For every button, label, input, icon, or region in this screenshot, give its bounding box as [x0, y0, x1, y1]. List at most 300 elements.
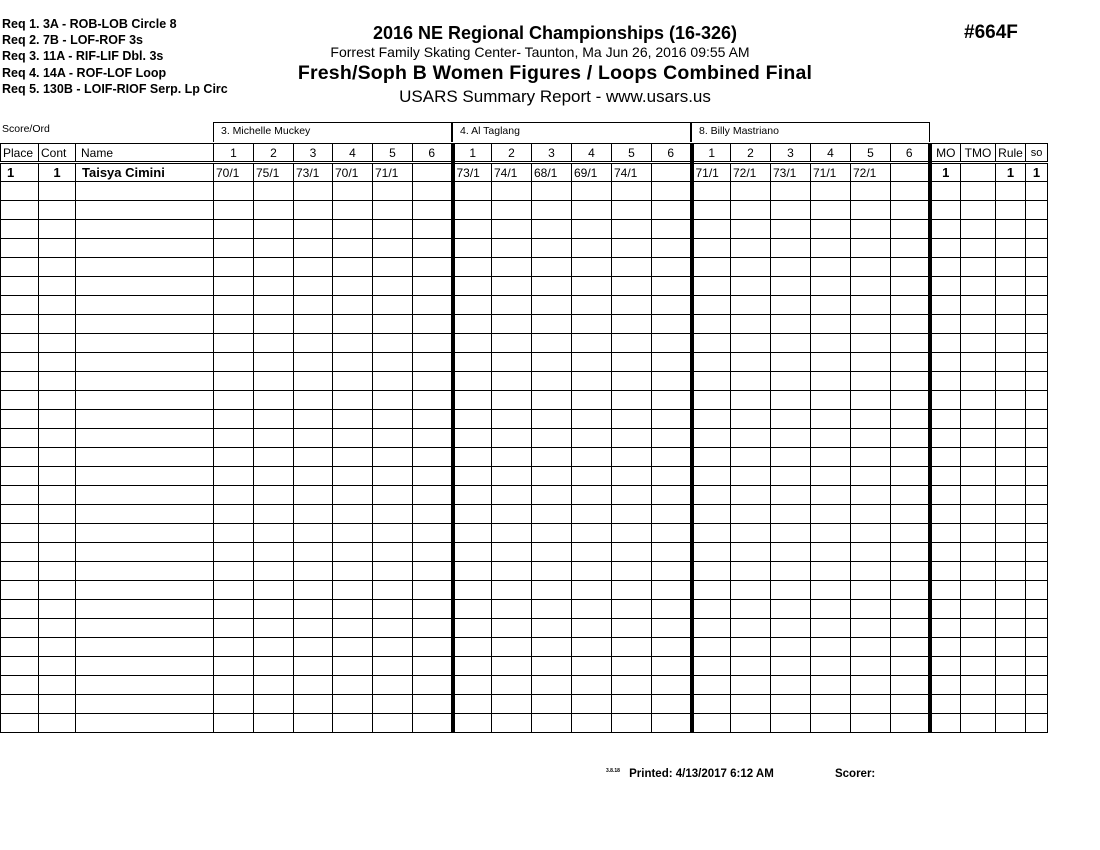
empty-cell [692, 315, 731, 334]
empty-cell [851, 315, 891, 334]
empty-cell [214, 315, 254, 334]
empty-cell [492, 695, 532, 714]
empty-cell [294, 334, 333, 353]
empty-table-row [1, 581, 1048, 600]
empty-cell [333, 258, 373, 277]
empty-cell [572, 619, 612, 638]
empty-cell [453, 619, 492, 638]
empty-cell [731, 258, 771, 277]
report-subtitle: USARS Summary Report - www.usars.us [399, 87, 711, 106]
empty-cell [891, 277, 930, 296]
empty-cell [612, 372, 652, 391]
empty-cell [492, 296, 532, 315]
empty-cell [996, 524, 1026, 543]
score-cell: 73/1 [771, 163, 811, 182]
empty-cell [731, 277, 771, 296]
empty-cell [453, 296, 492, 315]
empty-cell [692, 429, 731, 448]
empty-cell [891, 410, 930, 429]
empty-cell [294, 258, 333, 277]
empty-cell [731, 676, 771, 695]
empty-cell [692, 714, 731, 733]
empty-cell [851, 201, 891, 220]
empty-cell [811, 676, 851, 695]
empty-cell [652, 695, 692, 714]
empty-cell [771, 657, 811, 676]
empty-cell [811, 714, 851, 733]
empty-cell [891, 676, 930, 695]
empty-cell [851, 182, 891, 201]
empty-cell [214, 448, 254, 467]
empty-cell [453, 429, 492, 448]
empty-cell [532, 334, 572, 353]
empty-cell [333, 239, 373, 258]
empty-cell [930, 524, 961, 543]
empty-cell [214, 562, 254, 581]
empty-cell [771, 410, 811, 429]
empty-cell [811, 201, 851, 220]
empty-cell [492, 258, 532, 277]
empty-cell [214, 182, 254, 201]
empty-cell [851, 486, 891, 505]
empty-cell [39, 695, 76, 714]
empty-cell [413, 676, 453, 695]
empty-cell [996, 182, 1026, 201]
empty-cell [214, 676, 254, 695]
empty-cell [891, 524, 930, 543]
empty-cell [572, 258, 612, 277]
empty-cell [652, 353, 692, 372]
empty-cell [891, 714, 930, 733]
empty-cell [652, 505, 692, 524]
empty-cell [492, 619, 532, 638]
empty-cell [891, 562, 930, 581]
empty-cell [39, 543, 76, 562]
empty-cell [214, 296, 254, 315]
empty-cell [532, 543, 572, 562]
empty-cell [39, 334, 76, 353]
empty-cell [930, 258, 961, 277]
empty-cell [996, 410, 1026, 429]
empty-cell [572, 657, 612, 676]
empty-cell [811, 258, 851, 277]
empty-cell [76, 524, 214, 543]
empty-cell [891, 657, 930, 676]
empty-cell [1, 714, 39, 733]
empty-cell [39, 353, 76, 372]
empty-cell [453, 581, 492, 600]
empty-cell [214, 277, 254, 296]
empty-cell [76, 486, 214, 505]
empty-cell [39, 676, 76, 695]
empty-cell [771, 258, 811, 277]
empty-cell [996, 448, 1026, 467]
empty-cell [996, 296, 1026, 315]
empty-cell [652, 581, 692, 600]
empty-cell [1, 638, 39, 657]
empty-cell [214, 486, 254, 505]
empty-cell [731, 182, 771, 201]
empty-cell [961, 391, 996, 410]
empty-cell [996, 239, 1026, 258]
empty-cell [961, 676, 996, 695]
empty-cell [373, 410, 413, 429]
empty-cell [294, 182, 333, 201]
empty-cell [771, 581, 811, 600]
empty-cell [492, 182, 532, 201]
empty-cell [333, 372, 373, 391]
empty-cell [1026, 429, 1048, 448]
empty-cell [214, 258, 254, 277]
empty-cell [39, 410, 76, 429]
empty-cell [612, 277, 652, 296]
empty-cell [532, 429, 572, 448]
empty-cell [652, 182, 692, 201]
empty-cell [572, 334, 612, 353]
rule-cell: 1 [996, 163, 1026, 182]
empty-cell [333, 296, 373, 315]
empty-cell [254, 277, 294, 296]
empty-cell [692, 353, 731, 372]
empty-cell [532, 600, 572, 619]
empty-table-row [1, 486, 1048, 505]
empty-cell [492, 220, 532, 239]
col-j2-5: 5 [612, 144, 652, 163]
empty-cell [851, 543, 891, 562]
empty-cell [930, 220, 961, 239]
empty-cell [851, 695, 891, 714]
empty-cell [692, 638, 731, 657]
empty-cell [612, 315, 652, 334]
empty-cell [996, 258, 1026, 277]
empty-cell [692, 391, 731, 410]
empty-cell [532, 581, 572, 600]
empty-cell [1, 505, 39, 524]
empty-cell [254, 695, 294, 714]
empty-cell [453, 391, 492, 410]
event-title: Fresh/Soph B Women Figures / Loops Combined Final [297, 62, 813, 84]
empty-cell [333, 429, 373, 448]
empty-cell [930, 638, 961, 657]
empty-cell [961, 315, 996, 334]
empty-cell [652, 410, 692, 429]
empty-cell [214, 239, 254, 258]
empty-cell [572, 391, 612, 410]
col-j2-6: 6 [652, 144, 692, 163]
empty-cell [492, 505, 532, 524]
empty-cell [652, 486, 692, 505]
empty-cell [373, 467, 413, 486]
place-cell: 1 [1, 163, 39, 182]
empty-cell [214, 524, 254, 543]
col-rule: Rule [996, 144, 1026, 163]
empty-cell [612, 638, 652, 657]
empty-cell [891, 353, 930, 372]
score-cell: 74/1 [612, 163, 652, 182]
empty-cell [39, 467, 76, 486]
empty-cell [731, 448, 771, 467]
empty-cell [294, 676, 333, 695]
empty-cell [961, 448, 996, 467]
empty-cell [1026, 638, 1048, 657]
empty-cell [39, 315, 76, 334]
empty-cell [612, 657, 652, 676]
empty-cell [1026, 372, 1048, 391]
empty-cell [254, 372, 294, 391]
empty-cell [961, 505, 996, 524]
empty-cell [996, 429, 1026, 448]
empty-cell [373, 277, 413, 296]
empty-cell [851, 448, 891, 467]
empty-cell [930, 486, 961, 505]
empty-cell [492, 467, 532, 486]
empty-table-row [1, 619, 1048, 638]
empty-cell [811, 524, 851, 543]
empty-cell [333, 714, 373, 733]
empty-cell [333, 201, 373, 220]
empty-cell [532, 182, 572, 201]
empty-cell [1026, 524, 1048, 543]
empty-cell [1026, 391, 1048, 410]
empty-cell [532, 277, 572, 296]
empty-cell [692, 410, 731, 429]
results-table [0, 143, 1048, 733]
empty-cell [76, 638, 214, 657]
empty-cell [39, 220, 76, 239]
empty-cell [1, 277, 39, 296]
empty-cell [572, 638, 612, 657]
empty-cell [453, 353, 492, 372]
empty-cell [851, 467, 891, 486]
empty-cell [333, 524, 373, 543]
empty-cell [413, 695, 453, 714]
empty-cell [333, 619, 373, 638]
empty-cell [930, 372, 961, 391]
empty-cell [891, 296, 930, 315]
col-j2-2: 2 [492, 144, 532, 163]
empty-cell [453, 486, 492, 505]
empty-cell [39, 562, 76, 581]
empty-cell [572, 296, 612, 315]
empty-cell [1026, 714, 1048, 733]
cont-cell: 1 [39, 163, 76, 182]
empty-cell [692, 448, 731, 467]
empty-table-row [1, 277, 1048, 296]
empty-cell [572, 353, 612, 372]
empty-cell [811, 315, 851, 334]
empty-cell [373, 296, 413, 315]
competition-title: 2016 NE Regional Championships (16-326) [372, 23, 738, 43]
empty-cell [333, 600, 373, 619]
empty-cell [692, 581, 731, 600]
empty-cell [492, 581, 532, 600]
empty-cell [373, 353, 413, 372]
empty-cell [453, 182, 492, 201]
empty-cell [851, 524, 891, 543]
so-cell: 1 [1026, 163, 1048, 182]
scorer-label: Scorer: [834, 768, 876, 780]
empty-cell [1, 695, 39, 714]
empty-cell [612, 581, 652, 600]
empty-cell [373, 562, 413, 581]
empty-cell [76, 505, 214, 524]
empty-cell [771, 353, 811, 372]
empty-cell [453, 600, 492, 619]
empty-cell [1026, 277, 1048, 296]
empty-table-row [1, 524, 1048, 543]
empty-cell [851, 296, 891, 315]
empty-cell [891, 429, 930, 448]
empty-cell [1026, 562, 1048, 581]
empty-cell [811, 657, 851, 676]
column-header-row [1, 144, 1048, 163]
empty-cell [851, 353, 891, 372]
empty-cell [771, 638, 811, 657]
empty-cell [961, 372, 996, 391]
empty-cell [930, 562, 961, 581]
empty-cell [652, 467, 692, 486]
empty-cell [333, 448, 373, 467]
empty-cell [961, 334, 996, 353]
empty-cell [532, 391, 572, 410]
empty-cell [333, 220, 373, 239]
empty-cell [294, 505, 333, 524]
empty-cell [961, 182, 996, 201]
empty-cell [891, 638, 930, 657]
empty-cell [692, 543, 731, 562]
empty-cell [652, 524, 692, 543]
empty-cell [996, 315, 1026, 334]
empty-cell [572, 695, 612, 714]
empty-cell [492, 277, 532, 296]
empty-cell [811, 220, 851, 239]
empty-cell [731, 353, 771, 372]
empty-cell [961, 619, 996, 638]
empty-cell [731, 505, 771, 524]
empty-cell [373, 182, 413, 201]
empty-cell [254, 296, 294, 315]
empty-cell [39, 638, 76, 657]
empty-cell [771, 182, 811, 201]
empty-cell [572, 315, 612, 334]
empty-cell [76, 353, 214, 372]
empty-cell [413, 410, 453, 429]
empty-cell [453, 524, 492, 543]
empty-cell [996, 334, 1026, 353]
empty-cell [961, 467, 996, 486]
empty-cell [453, 315, 492, 334]
empty-cell [731, 695, 771, 714]
empty-cell [76, 429, 214, 448]
empty-cell [930, 182, 961, 201]
col-j3-6: 6 [891, 144, 930, 163]
empty-cell [612, 619, 652, 638]
empty-cell [1026, 505, 1048, 524]
empty-cell [692, 695, 731, 714]
empty-cell [851, 372, 891, 391]
requirement-3: Req 3. 11A - RIF-LIF Dbl. 3s [2, 49, 164, 64]
empty-cell [930, 315, 961, 334]
empty-cell [1, 524, 39, 543]
empty-cell [692, 505, 731, 524]
empty-cell [652, 391, 692, 410]
empty-cell [76, 467, 214, 486]
empty-cell [652, 676, 692, 695]
empty-cell [1026, 600, 1048, 619]
empty-cell [692, 182, 731, 201]
empty-cell [612, 543, 652, 562]
skater-name-cell: Taisya Cimini [76, 163, 214, 182]
empty-cell [731, 429, 771, 448]
empty-cell [692, 562, 731, 581]
empty-cell [1, 448, 39, 467]
empty-cell [492, 676, 532, 695]
empty-cell [39, 277, 76, 296]
empty-cell [214, 657, 254, 676]
empty-cell [532, 638, 572, 657]
empty-cell [532, 695, 572, 714]
empty-cell [1026, 448, 1048, 467]
empty-cell [731, 372, 771, 391]
empty-cell [254, 334, 294, 353]
col-so: so [1026, 144, 1048, 163]
empty-cell [652, 277, 692, 296]
empty-cell [961, 600, 996, 619]
empty-cell [930, 676, 961, 695]
empty-cell [413, 714, 453, 733]
empty-cell [76, 410, 214, 429]
requirement-5: Req 5. 130B - LOIF-RIOF Serp. Lp Circ [2, 81, 228, 96]
empty-cell [851, 619, 891, 638]
empty-cell [930, 353, 961, 372]
empty-cell [254, 619, 294, 638]
empty-cell [692, 201, 731, 220]
empty-cell [532, 448, 572, 467]
empty-cell [692, 372, 731, 391]
empty-cell [294, 201, 333, 220]
empty-cell [214, 543, 254, 562]
score-cell [652, 163, 692, 182]
empty-cell [851, 220, 891, 239]
col-j1-1: 1 [214, 144, 254, 163]
empty-cell [373, 657, 413, 676]
empty-cell [294, 448, 333, 467]
empty-cell [413, 372, 453, 391]
empty-cell [373, 486, 413, 505]
empty-cell [413, 505, 453, 524]
empty-cell [572, 448, 612, 467]
col-j3-3: 3 [771, 144, 811, 163]
empty-cell [453, 638, 492, 657]
empty-cell [612, 334, 652, 353]
empty-cell [492, 486, 532, 505]
empty-cell [294, 486, 333, 505]
empty-cell [453, 676, 492, 695]
empty-cell [214, 391, 254, 410]
col-j2-3: 3 [532, 144, 572, 163]
empty-cell [731, 410, 771, 429]
empty-table-row [1, 676, 1048, 695]
empty-cell [811, 505, 851, 524]
empty-cell [652, 334, 692, 353]
empty-cell [652, 372, 692, 391]
empty-cell [811, 429, 851, 448]
empty-cell [930, 581, 961, 600]
empty-cell [692, 486, 731, 505]
empty-cell [961, 524, 996, 543]
empty-cell [294, 638, 333, 657]
empty-cell [254, 524, 294, 543]
